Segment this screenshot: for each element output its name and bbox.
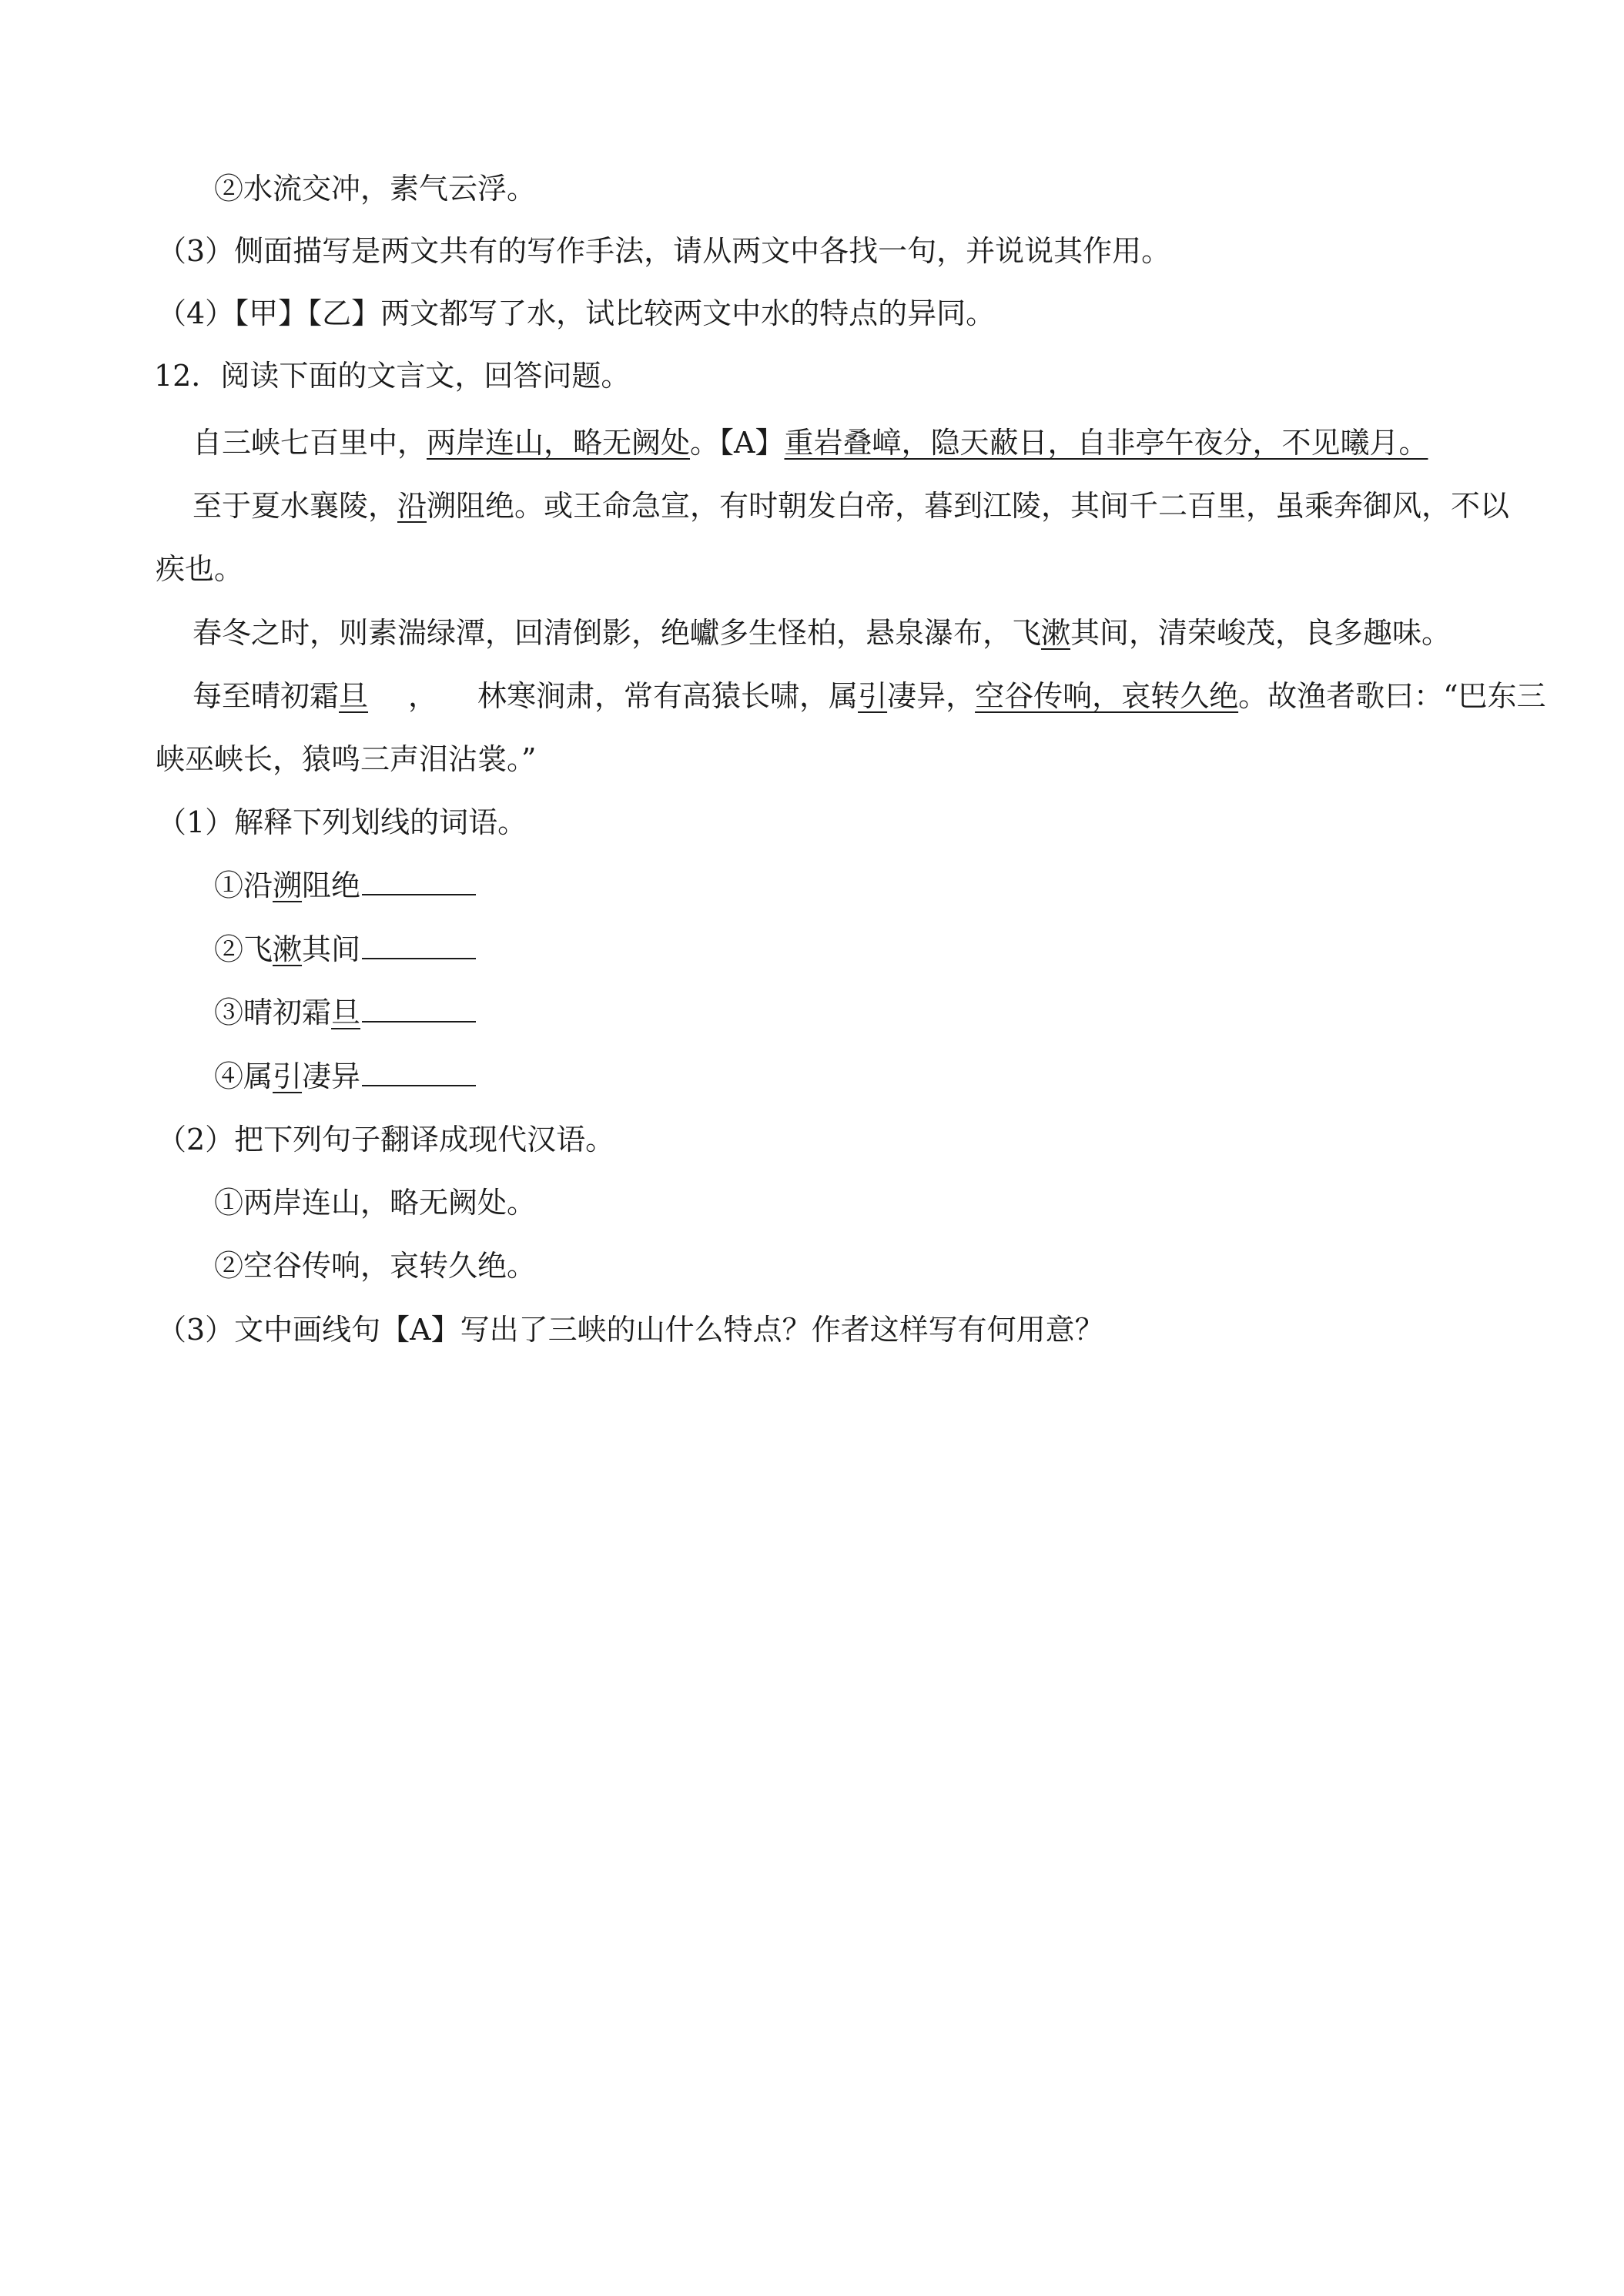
- translation-item-text: ①两岸连山，略无阙处。: [214, 1186, 537, 1220]
- target-word: 引: [273, 1059, 303, 1093]
- passage-text: 。故渔者歌曰：“巴东三: [1238, 679, 1546, 713]
- item-text: 其间: [302, 932, 361, 966]
- passage-paragraph-4: [193, 673, 1546, 719]
- question-text: （4）【甲】【乙】两文都写了水，试比较两文中水的特点的异同。: [157, 296, 996, 330]
- question-title: 12．阅读下面的文言文，回答问题。: [154, 359, 631, 393]
- question-text: （1）解释下列划线的词语。: [157, 805, 527, 839]
- passage-text: 溯阻绝。或王命急宣，有时朝发白帝，暮到江陵，其间千二百里，虽乘奔御风，不以: [427, 489, 1510, 523]
- item-text: 阻绝: [302, 869, 361, 902]
- passage-paragraph-2-cont: [156, 546, 243, 592]
- prev-sub4-question: [157, 290, 995, 336]
- translation-item-text: ②水流交冲，素气云浮。: [214, 172, 537, 206]
- answer-blank[interactable]: [362, 992, 476, 1022]
- passage-text: 疾也。: [156, 552, 244, 586]
- passage-paragraph-3: [193, 610, 1451, 656]
- translation-item-text: ②空谷传响，哀转久绝。: [214, 1249, 537, 1283]
- answer-blank[interactable]: [362, 929, 476, 959]
- underlined-phrase: 两岸连山，略无阙处: [427, 426, 691, 460]
- sub-question-3: [157, 1307, 1104, 1353]
- passage-paragraph-4-cont: [156, 736, 536, 782]
- passage-text: 春冬之时，则素湍绿潭，回清倒影，绝巘多生怪柏，悬泉瀑布，飞: [193, 616, 1042, 650]
- item-text: 凄异: [302, 1059, 361, 1093]
- answer-blank[interactable]: [362, 865, 476, 895]
- question-text: （2）把下列句子翻译成现代汉语。: [157, 1123, 615, 1156]
- item-text: ④属: [214, 1059, 273, 1093]
- translation-item-2: [214, 1243, 536, 1289]
- target-word: 旦: [331, 996, 361, 1029]
- item-text: ③晴初霜: [214, 996, 332, 1029]
- answer-blank[interactable]: [362, 1056, 476, 1086]
- passage-text: 。【A】: [690, 426, 785, 460]
- target-word: 漱: [273, 932, 303, 966]
- item-text: ①沿: [214, 869, 273, 902]
- passage-text: 林寒涧肃，常有高猿长啸，属: [477, 679, 859, 713]
- underlined-word: 漱: [1041, 616, 1071, 650]
- underlined-word: 引: [858, 679, 888, 713]
- target-word: 溯: [273, 869, 303, 902]
- question-text: （3）侧面描写是两文共有的写作手法，请从两文中各找一句，并说说其作用。: [157, 234, 1171, 268]
- sub-question-2-stem: [157, 1116, 614, 1163]
- prev-sub2-item2: [214, 166, 536, 212]
- sub-question-1-stem: [157, 799, 527, 845]
- passage-text: 其间，清荣峻茂，良多趣味。: [1070, 616, 1452, 650]
- vocab-item-4: [214, 1053, 476, 1099]
- vocab-item-2: [214, 926, 476, 972]
- passage-text: 凄异，: [887, 679, 976, 713]
- underlined-word: 沿: [397, 489, 427, 523]
- passage-text: 峡巫峡长，猿鸣三声泪沾裳。”: [156, 742, 537, 776]
- question-text: （3）文中画线句【A】写出了三峡的山什么特点？作者这样写有何用意？: [157, 1313, 1104, 1347]
- underlined-word: 旦: [339, 679, 369, 713]
- vocab-item-3: [214, 989, 476, 1036]
- passage-text: 每至晴初霜: [193, 679, 340, 713]
- prev-sub3-question: [157, 228, 1170, 274]
- item-text: ②飞: [214, 932, 273, 966]
- marked-sentence-a: 重岩叠嶂，隐天蔽日，自非亭午夜分，不见曦月。: [784, 426, 1428, 460]
- vocab-item-1: [214, 862, 476, 909]
- passage-paragraph-1: [193, 420, 1428, 466]
- question-12-stem: [154, 353, 630, 399]
- underlined-phrase: 空谷传响，哀转久绝: [975, 679, 1239, 713]
- passage-text: 至于夏水襄陵，: [193, 489, 398, 523]
- passage-paragraph-2: [193, 483, 1509, 529]
- passage-text: 自三峡七百里中，: [193, 426, 427, 460]
- passage-text: ，: [408, 679, 438, 713]
- translation-item-1: [214, 1180, 536, 1226]
